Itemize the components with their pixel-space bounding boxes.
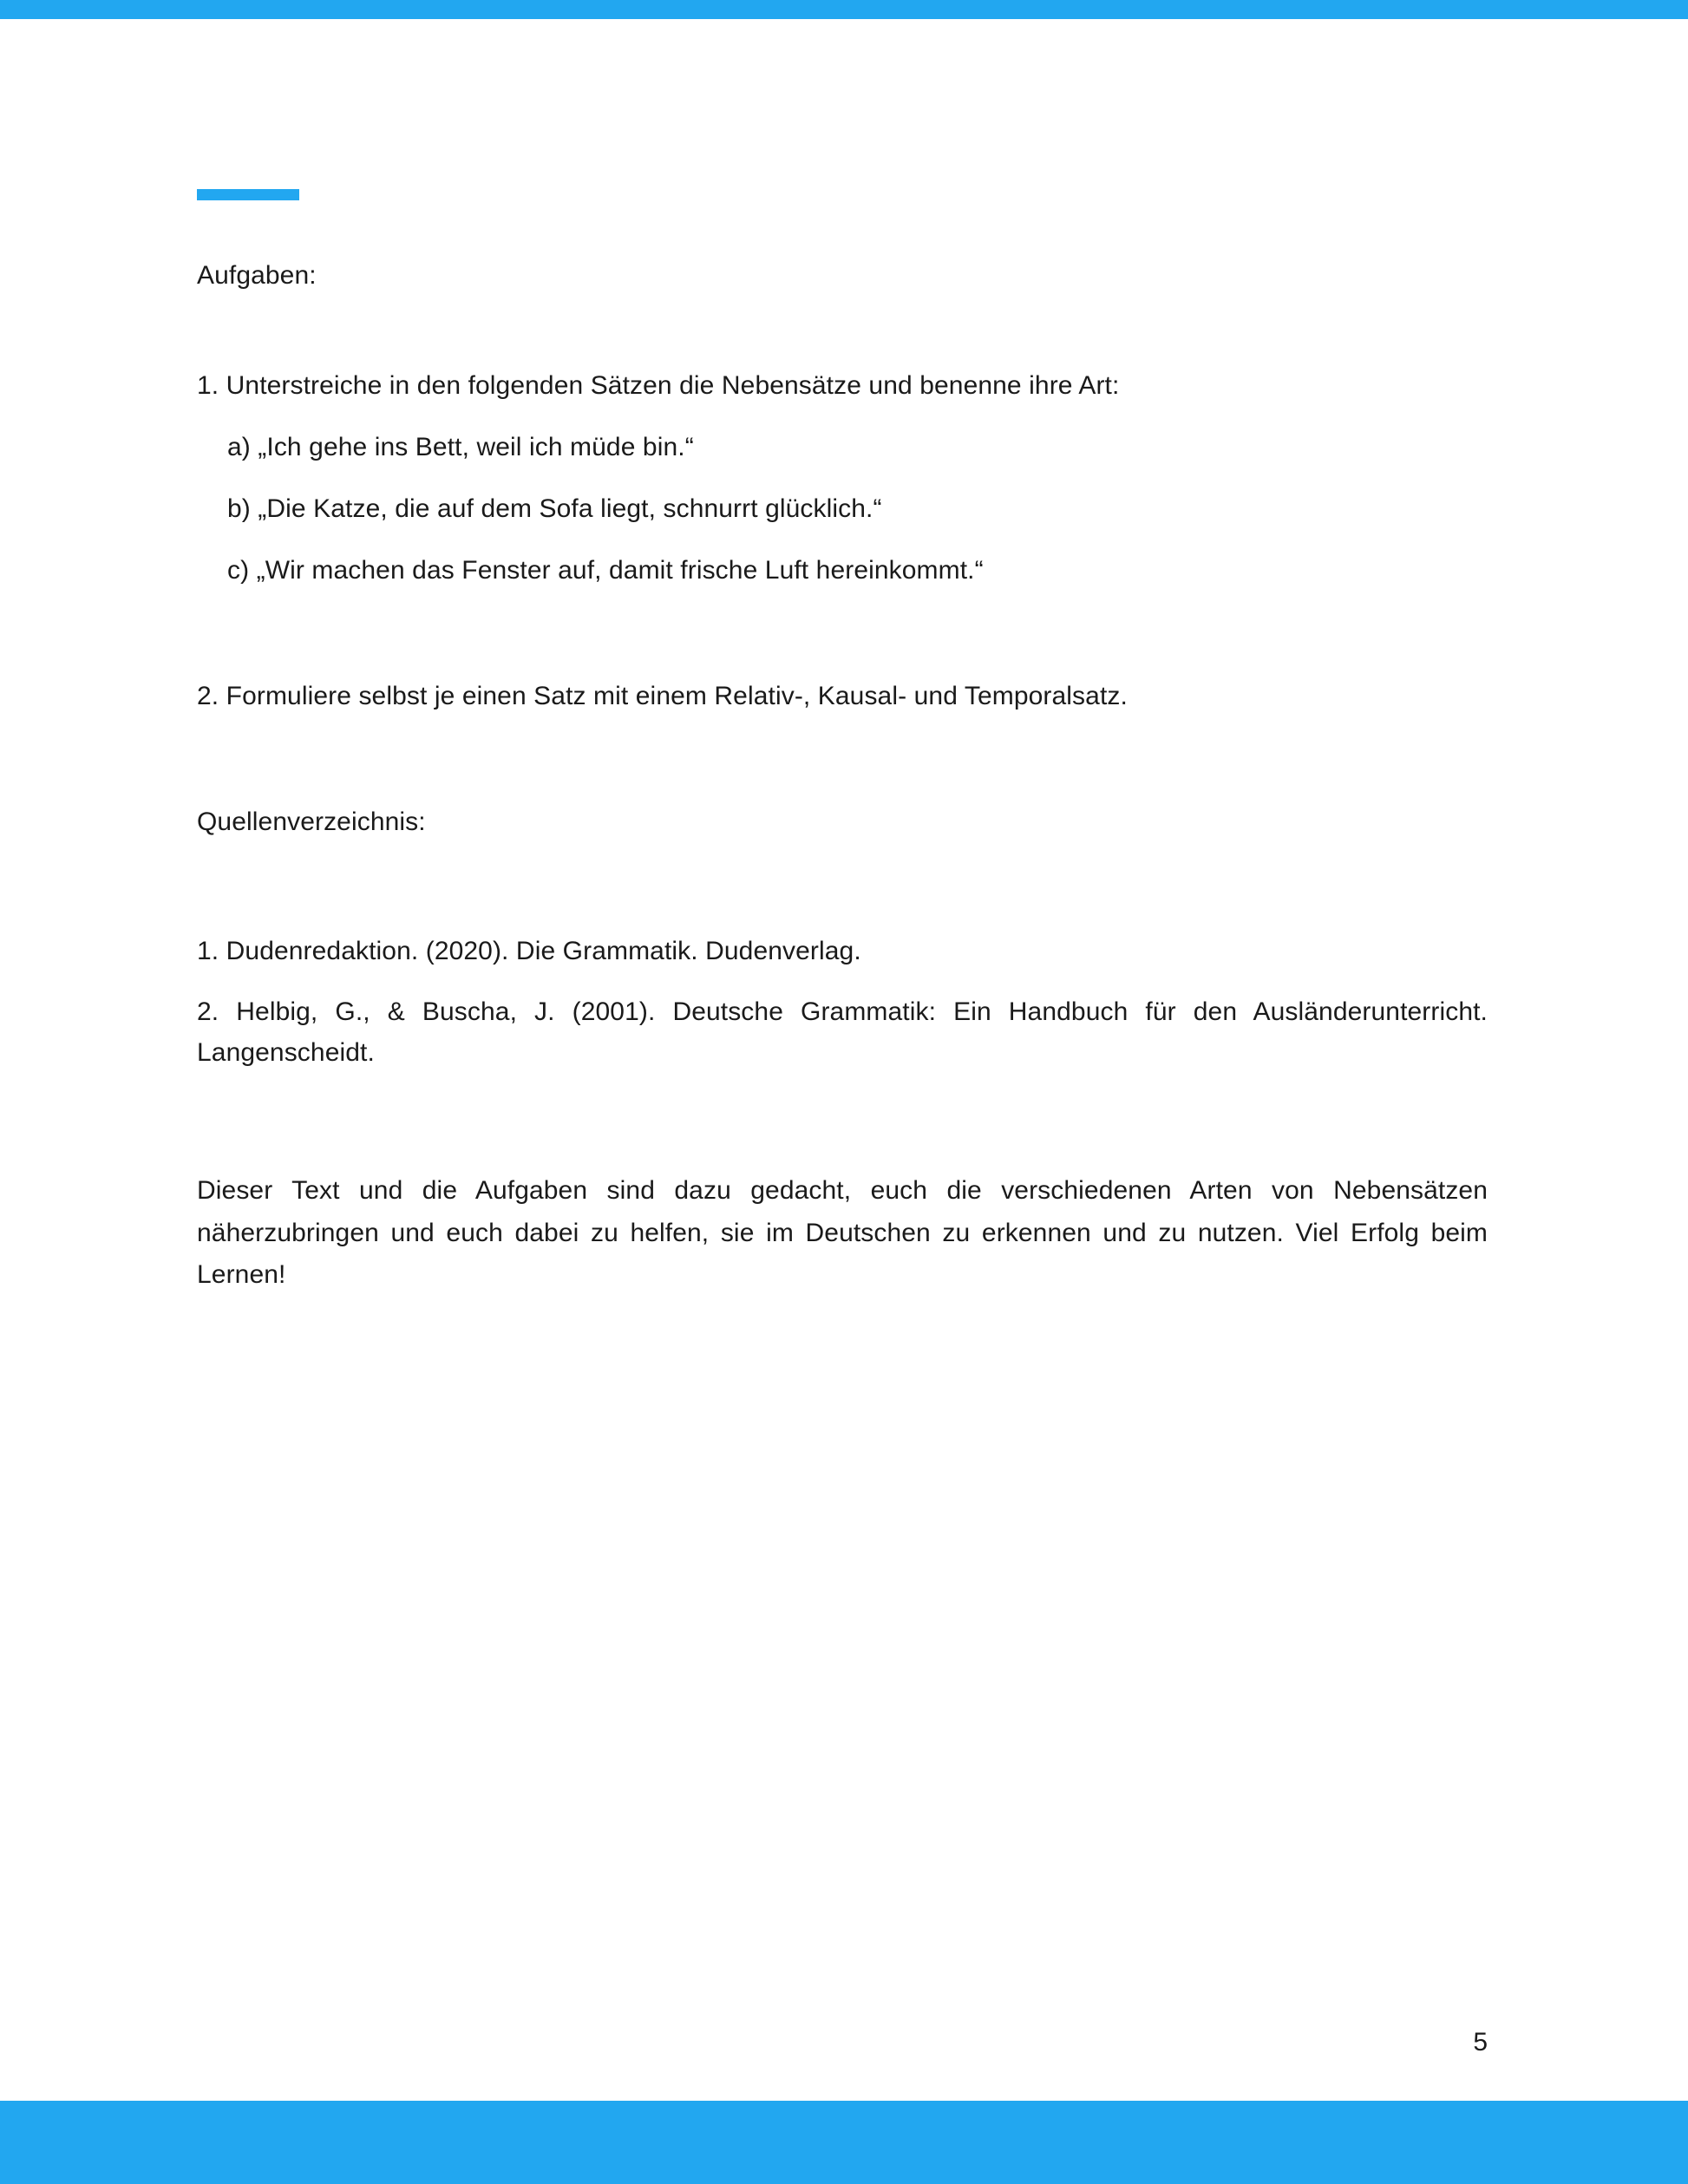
source-item-1: 1. Dudenredaktion. (2020). Die Grammatik. Dudenverlag. (197, 936, 861, 965)
task-1-block (197, 366, 1488, 590)
task-1-item-a: a) „Ich gehe ins Bett, weil ich müde bin.“ (227, 432, 694, 461)
task-1-item-b: b) „Die Katze, die auf dem Sofa liegt, schnurrt glücklich.“ (227, 494, 882, 523)
task-1-prompt: 1. Unterstreiche in den folgenden Sätzen die Nebensätze und benenne ihre Art: (197, 370, 1120, 400)
page-number: 5 (1473, 2028, 1488, 2056)
bottom-brand-bar (0, 2101, 1688, 2184)
tasks-heading: Aufgaben: (197, 261, 317, 290)
task-2-prompt: 2. Formuliere selbst je einen Satz mit einem Relativ-, Kausal- und Temporalsatz. (197, 681, 1128, 710)
task-1-item-c: c) „Wir machen das Fenster auf, damit frische Luft hereinkommt.“ (227, 555, 984, 585)
closing-paragraph: Dieser Text und die Aufgaben sind dazu gedacht, euch die verschiedenen Arten von Nebensätzen näherzubringen und euch dabei zu helfen, sie im Deutschen zu erkennen und zu nutzen. Viel Erfolg beim Lernen! (197, 1176, 1488, 1290)
sources-heading: Quellenverzeichnis: (197, 807, 426, 836)
accent-rule (197, 189, 299, 200)
page-content (197, 0, 1488, 2056)
source-item-2: 2. Helbig, G., & Buscha, J. (2001). Deutsche Grammatik: Ein Handbuch für den Ausländerunterricht. Langenscheidt. (197, 997, 1488, 1067)
